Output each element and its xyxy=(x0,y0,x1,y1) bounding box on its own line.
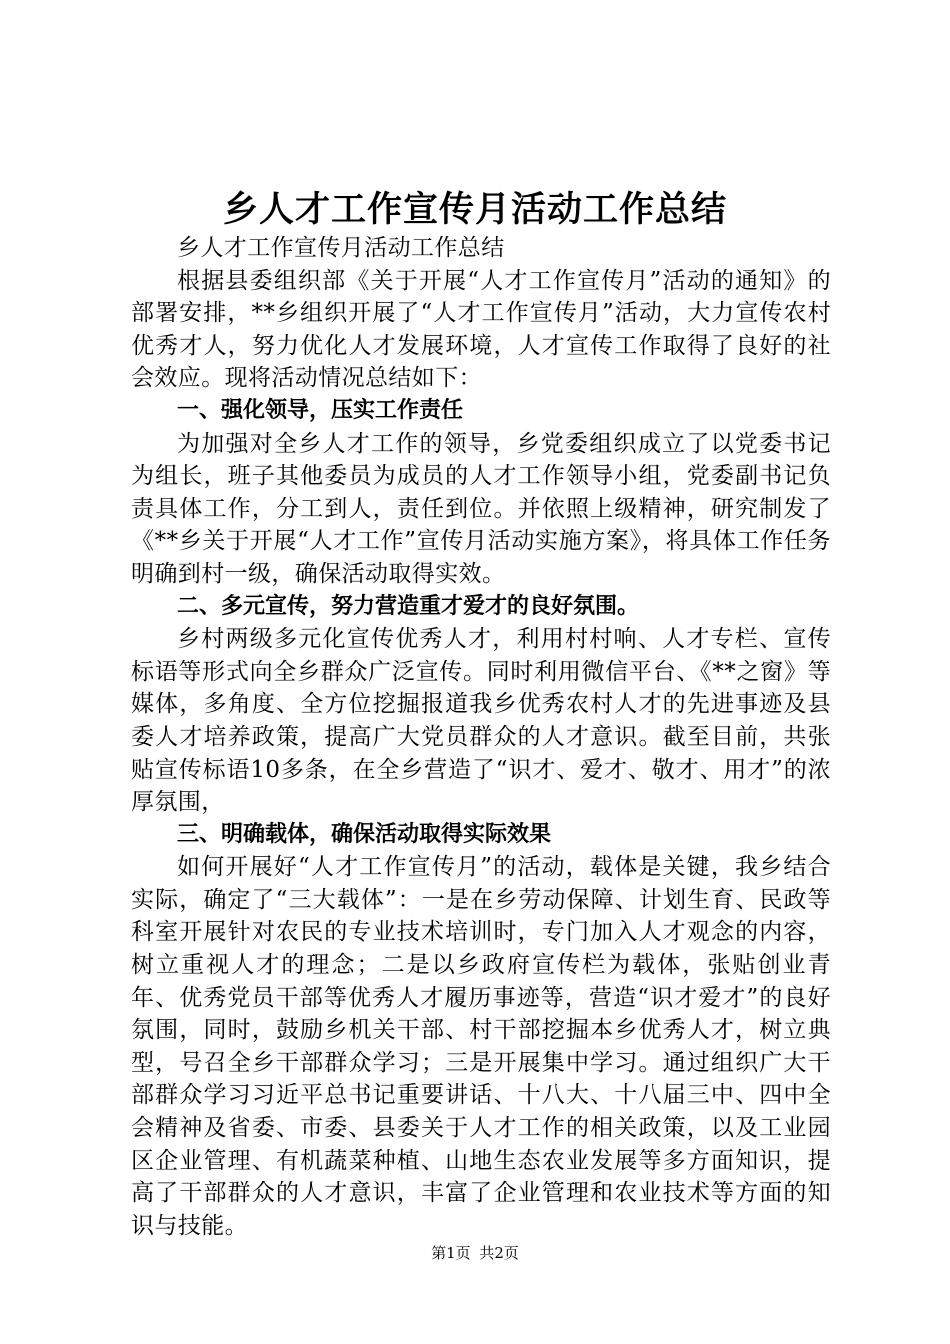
document-title: 乡人才工作宣传月活动工作总结 xyxy=(222,190,727,230)
page-number: 第1页 xyxy=(431,1244,471,1262)
section-heading-3: 三、明确载体，确保活动取得实际效果 xyxy=(177,821,552,847)
page-footer xyxy=(0,1243,950,1263)
page-total: 共2页 xyxy=(479,1244,519,1262)
document-body xyxy=(131,232,831,1242)
section-body-3: 如何开展好“人才工作宣传月”的活动，载体是关键，我乡结合实际，确定了“三大载体”：一是在乡劳动保障、计划生育、民政等科室开展针对农民的专业技术培训时，专门加入人才观念的内容，树立重视人才的理念；二是以乡政府宣传栏为载体，张贴创业青年、优秀党员干部等优秀人才履历事迹等，营造“识才爱才”的良好氛围，同时，鼓励乡机关干部、村干部挖掘本乡优秀人才，树立典型，号召全乡干部群众学习；三是开展集中学习。通过组织广大干部群众学习习近平总书记重要讲话、十八大、十八届三中、四中全会精神及省委、市委、县委关于人才工作的相关政策，以及工业园区企业管理、有机蔬菜种植、山地生态农业发展等多方面知识，提高了干部群众的人才意识，丰富了企业管理和农业技术等方面的知识与技能。 xyxy=(131,854,831,1239)
section-heading-2: 二、多元宣传，努力营造重才爱才的良好氛围。 xyxy=(177,593,640,619)
section-heading-1: 一、强化领导，压实工作责任 xyxy=(177,397,464,423)
section-body-1: 为加强对全乡人才工作的领导，乡党委组织成立了以党委书记为组长，班子其他委员为成员的人才工作领导小组，党委副书记负责具体工作，分工到人，责任到位。并依照上级精神，研究制发了《**乡关于开展“人才工作”宣传月活动实施方案》，将具体工作任务明确到村一级，确保活动取得实效。 xyxy=(131,430,831,587)
section-body-2: 乡村两级多元化宣传优秀人才，利用村村响、人才专栏、宣传标语等形式向全乡群众广泛宣传。同时利用微信平台、《**之窗》等媒体，多角度、全方位挖掘报道我乡优秀农村人才的先进事迹及县委人才培养政策，提高广大党员群众的人才意识。截至目前，共张贴宣传标语10多条，在全乡营造了“识才、爱才、敬才、用才”的浓厚氛围， xyxy=(131,626,831,816)
subtitle-paragraph: 乡人才工作宣传月活动工作总结 xyxy=(177,235,505,261)
intro-paragraph: 根据县委组织部《关于开展“人才工作宣传月”活动的通知》的部署安排，**乡组织开展了“人才工作宣传月”活动，大力宣传农村优秀才人，努力优化人才发展环境，人才宣传工作取得了良好的社会效应。现将活动情况总结如下： xyxy=(131,267,831,392)
